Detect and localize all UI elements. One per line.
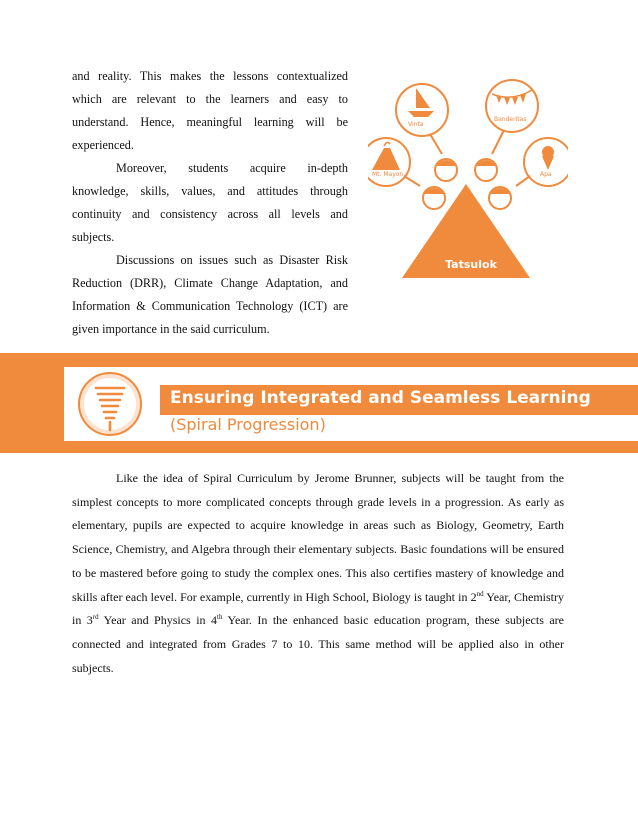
superscript: th [217, 613, 223, 622]
bubble-apa [516, 138, 568, 186]
text-line: understand. Hence, meaningful learning will be [72, 115, 348, 129]
spiral-curriculum-paragraph [72, 467, 564, 680]
intro-text-column [72, 65, 348, 341]
text-line: Information & Communication Technology (ICT) are [72, 299, 348, 313]
text-line: Moreover, students acquire in-depth [116, 161, 348, 175]
pyramid-label: Tatsulok [445, 258, 497, 271]
text-line: Discussions on issues such as Disaster Risk [116, 253, 348, 267]
text-line: knowledge, skills, values, and attitudes through [72, 184, 348, 198]
spiral-spring-icon [76, 370, 144, 438]
bubble-label-apa: Apa [540, 171, 552, 178]
paragraph-text: Year. In the enhanced basic education program, these subjects are connected and integrated from Grades 7 to 10. This same method will be applied also in other subjects. [72, 613, 564, 675]
text-line: Reduction (DRR), Climate Change Adaptation, and [72, 276, 348, 290]
text-line: experienced. [72, 138, 134, 152]
bubble-label-vinta: Vinta [408, 121, 424, 128]
text-line: which are relevant to the learners and easy to [72, 92, 348, 106]
text-line: continuity and consistency across all levels and [72, 207, 348, 221]
bubble-vinta [396, 84, 448, 154]
superscript: nd [476, 589, 484, 598]
bubble-label-mt-mayon: Mt. Mayon [372, 171, 404, 178]
section-subtitle: (Spiral Progression) [170, 415, 326, 434]
text-line: subjects. [72, 230, 115, 244]
text-line: and reality. This makes the lessons contextualized [72, 69, 348, 83]
bubble-mt-mayon [368, 138, 420, 186]
text-line: given importance in the said curriculum. [72, 322, 270, 336]
section-title: Ensuring Integrated and Seamless Learning [170, 388, 591, 408]
paragraph-text: Year and Physics in 4 [98, 613, 217, 628]
superscript: rd [92, 613, 99, 622]
bubble-label-banderitas: Banderitas [494, 116, 527, 123]
paragraph-text: Year, Chemistry in 3 [72, 589, 564, 628]
paragraph-text: Like the idea of Spiral Curriculum by Jerome Brunner, subjects will be taught from the simplest concepts to more complicated concepts through grade levels in a progression. As early as elementary, pupils are expected to acquire knowledge in areas such as Biology, Geometry, Earth Science, Chemistry, and Algebra through their elementary subjects. Basic foundations will be ensured to be mastered before going to study the complex ones. This also certifies mastery of knowledge and skills after each level. For example, currently in High School, Biology is taught in 2 [72, 471, 564, 604]
